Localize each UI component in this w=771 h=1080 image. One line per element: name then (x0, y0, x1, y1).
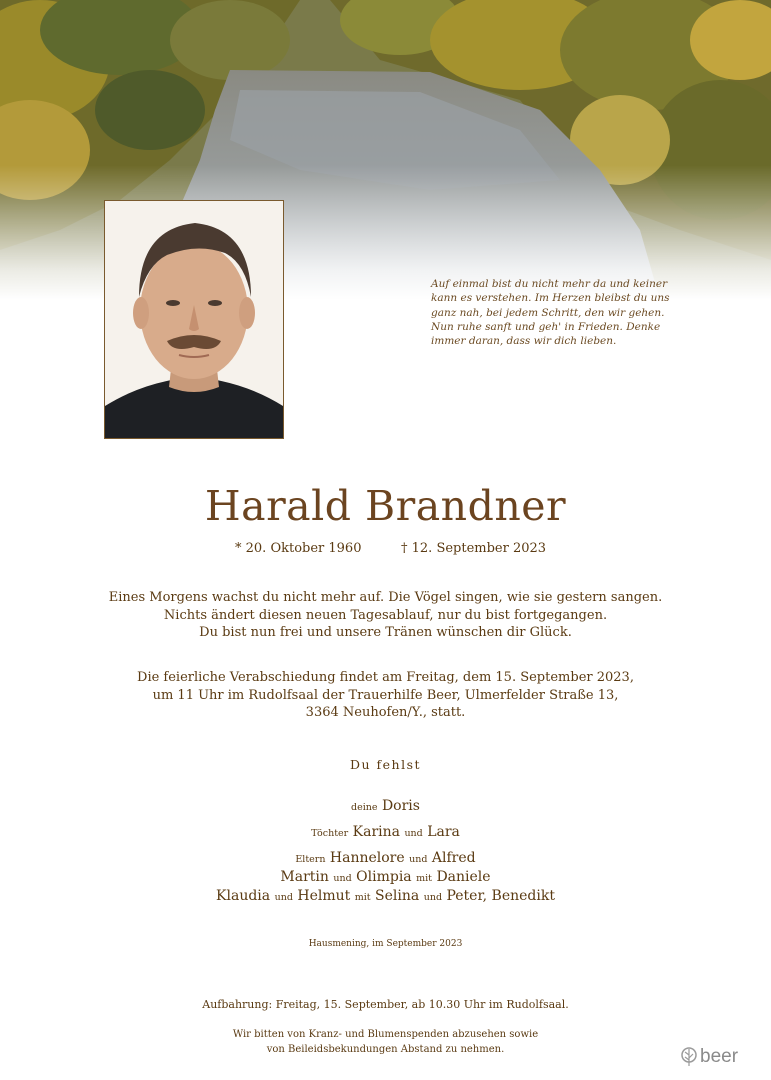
relation-label: Eltern (295, 854, 326, 865)
conjunction: mit (354, 892, 371, 903)
mourner-row (0, 886, 771, 908)
poem-line: Nun ruhe sanft und geh' in Frieden. Denke (431, 320, 661, 333)
viewing-info: Aufbahrung: Freitag, 15. September, ab 10.30 Uhr im Rudolfsaal. (202, 998, 569, 1011)
donation-note (0, 1027, 771, 1057)
du-fehlst-heading: Du fehlst (349, 757, 422, 772)
poem-line: kann es verstehen. Im Herzen bleibst du uns (431, 292, 670, 305)
mourner-name: Selina (375, 888, 420, 904)
mourner-name: Klaudia (216, 888, 271, 904)
mourner-name: Martin (280, 869, 329, 885)
mourner-name: Peter, Benedikt (446, 888, 555, 904)
place-date: Hausmening, im September 2023 (308, 939, 463, 949)
poem-line: Auf einmal bist du nicht mehr da und keiner (431, 278, 668, 290)
tree-leaf-logo-icon (680, 1047, 698, 1067)
poem-line: ganz nah, bei jedem Schritt, den wir gehen. (431, 306, 665, 319)
mourner-name: Hannelore (329, 850, 405, 866)
mourner-row (0, 796, 771, 818)
conjunction: mit (416, 873, 432, 884)
service-line: um 11 Uhr im Rudolfsaal der Trauerhilfe Beer, Ulmerfelder Straße 13, (152, 687, 619, 703)
deceased-name: Harald Brandner (204, 482, 567, 530)
verse-line: Eines Morgens wachst du nicht mehr auf. Die Vögel singen, wie sie gestern sangen. (108, 590, 663, 605)
beer-logo (680, 1046, 738, 1068)
conjunction: und (423, 892, 443, 903)
mourner-row (0, 822, 771, 844)
conjunction: und (274, 892, 293, 903)
mourners-list (0, 796, 771, 908)
mourner-name: Helmut (297, 888, 351, 904)
memorial-verse (0, 589, 771, 642)
mourner-name: Doris (381, 798, 420, 814)
verse-line: Nichts ändert diesen neuen Tagesablauf, nur du bist fortgegangen. (163, 607, 608, 623)
logo-text: beer (700, 1046, 739, 1067)
birth-date: * 20. Oktober 1960 (235, 541, 362, 556)
poem-line: immer daran, dass wir dich lieben. (431, 335, 617, 348)
mourner-name: Lara (427, 824, 460, 840)
death-date: † 12. September 2023 (401, 541, 547, 556)
note-line: von Beileidsbekundungen Abstand zu nehmen. (266, 1044, 505, 1055)
conjunction: und (409, 854, 428, 865)
portrait-photo (104, 200, 284, 439)
mourner-name: Olimpia (356, 869, 412, 885)
mourner-name: Alfred (431, 850, 476, 866)
memorial-poem (431, 277, 686, 348)
note-line: Wir bitten von Kranz- und Blumenspenden abzusehen sowie (232, 1029, 539, 1040)
conjunction: und (333, 873, 352, 884)
verse-line: Du bist nun frei und unsere Tränen wünschen dir Glück. (199, 625, 572, 640)
mourner-name: Karina (352, 824, 400, 840)
conjunction: und (404, 828, 423, 839)
relation-label: Töchter (311, 828, 349, 839)
service-line: Die feierliche Verabschiedung findet am Freitag, dem 15. September 2023, (137, 670, 634, 685)
relation-label: deine (351, 802, 378, 813)
service-line: 3364 Neuhofen/Y., statt. (305, 705, 466, 720)
mourner-name: Daniele (436, 869, 491, 885)
funeral-service-info (0, 669, 771, 722)
